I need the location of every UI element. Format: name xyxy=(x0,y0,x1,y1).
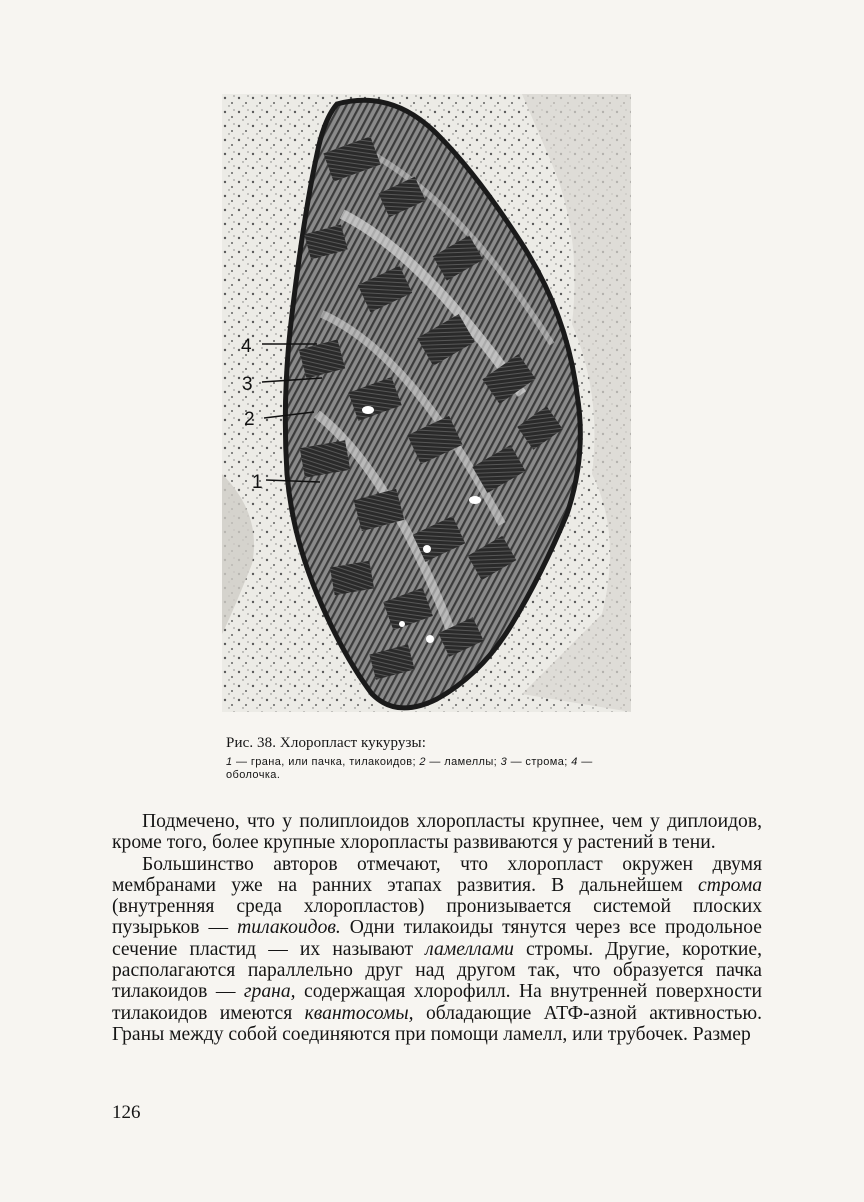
term-italic: ламеллами xyxy=(425,938,514,960)
legend-text: — строма; xyxy=(507,756,572,768)
figure-caption xyxy=(226,734,646,782)
paragraph xyxy=(112,854,762,1046)
text-run: Большинство авторов отмечают, что хлоропласт окружен двумя мембранами уже на ранних этапах развития. В дальнейшем xyxy=(112,853,762,896)
caption-legend xyxy=(226,756,646,782)
chloroplast-micrograph xyxy=(222,94,631,712)
term-italic: квантосомы, xyxy=(304,1002,414,1024)
legend-text: — ламеллы; xyxy=(425,756,501,768)
text-run: стромы. Другие, короткие, располагаются параллельно друг над другом так, что образуется пачка тилакоидов — xyxy=(112,938,762,1003)
legend-number: 1 xyxy=(226,756,233,768)
body-text xyxy=(112,811,762,1045)
text-run: (внутренняя среда хлоропластов) пронизывается системой плоских пузырьков — xyxy=(112,896,762,939)
text-run: содержащая хлорофилл. На внутренней поверхности тилакоидов имеются xyxy=(112,981,762,1024)
text-run: Одни тилакоиды тянутся через все продольное сечение пластид — их называют xyxy=(112,917,763,960)
legend-number: 3 xyxy=(500,756,508,768)
page-number: 126 xyxy=(112,1102,141,1123)
term-italic: грана, xyxy=(243,981,296,1003)
figure-label-4: 4 xyxy=(241,336,252,357)
caption-title: Рис. 38. Хлоропласт кукурузы: xyxy=(226,735,427,751)
legend-text: — грана, или пачка, тилакоидов; xyxy=(232,756,420,768)
figure-label-3: 3 xyxy=(242,374,253,395)
legend-number: 4 xyxy=(571,756,578,768)
figure-label-1: 1 xyxy=(252,472,263,493)
text-run: обладающие АТФ-азной активностью. Граны между собой соединяются при помощи ламелл, или трубочек. Размер xyxy=(112,1002,762,1045)
legend-number: 2 xyxy=(419,756,426,768)
paragraph: Подмечено, что у полиплоидов хлоропласты крупнее, чем у диплоидов, кроме того, более крупные хлоропласты развиваются у растений в тени. xyxy=(112,811,762,854)
legend-text: — оболочка. xyxy=(226,756,593,781)
term-italic: тилакоидов. xyxy=(237,917,341,939)
term-italic: строма xyxy=(698,874,762,896)
figure-label-2: 2 xyxy=(244,409,255,430)
